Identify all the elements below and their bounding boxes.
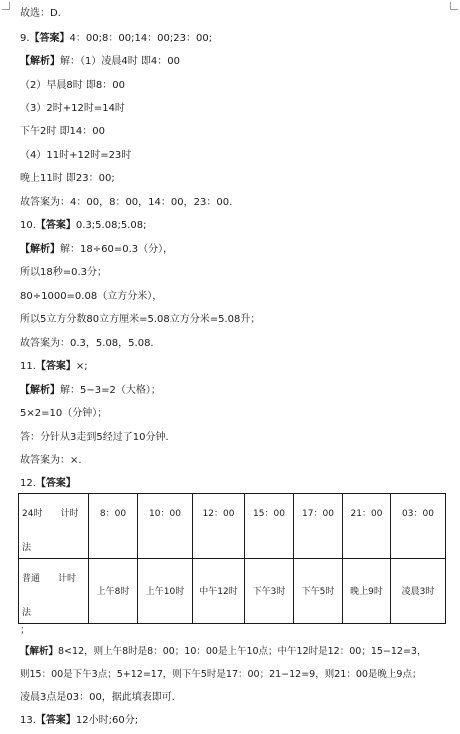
cell-value: 晚上9时 — [350, 587, 383, 597]
text-line: 所以18秒=0.3分； — [20, 267, 108, 278]
answer-line — [20, 714, 138, 728]
analysis-line — [20, 55, 180, 69]
row-header-label: 24时 计时 — [22, 509, 79, 519]
text-line: 故答案为：×. — [20, 455, 82, 466]
text-line: （3）2时+12时=14时 — [20, 103, 125, 114]
line-text: 10. — [20, 220, 36, 231]
table-cell — [89, 559, 138, 624]
line-text: 4：00;8：00;14：00;23：00; — [69, 33, 213, 44]
line-text: 11. — [20, 361, 36, 372]
table-cell — [89, 494, 138, 559]
crop-mark-top-left — [2, 2, 10, 10]
table-cell — [138, 559, 193, 624]
text-line: 答：分针从3走到5经过了10分钟. — [20, 432, 169, 443]
answer-line — [20, 477, 76, 491]
crop-mark-top-right — [450, 2, 458, 10]
answer-line — [20, 32, 212, 46]
table-cell — [245, 494, 294, 559]
table-cell — [245, 559, 294, 624]
text-line: （4）11时+12时=23时 — [20, 150, 132, 161]
text-line: （2）早晨8时 即8：00 — [20, 80, 125, 91]
cell-value: 中午12时 — [199, 587, 238, 597]
text-line: 80÷1000=0.08（立方分米）， — [20, 291, 163, 302]
table-row — [19, 559, 446, 624]
section-label: 【解析】 — [20, 385, 60, 396]
text-line: 所以5立方分数80立方厘米=5.08立方分米=5.08升； — [20, 314, 261, 325]
text-line: 故选：D. — [20, 8, 61, 19]
analysis-line — [20, 384, 161, 398]
row-header-label: 普通 计时 — [22, 574, 77, 584]
cell-value: 10：00 — [149, 509, 181, 519]
cell-value: 21：00 — [350, 509, 383, 519]
text-line: ； — [20, 625, 30, 636]
table-cell — [138, 494, 193, 559]
cell-value: 凌晨3时 — [401, 587, 435, 597]
analysis-line — [20, 243, 173, 257]
line-text: 9. — [20, 33, 30, 44]
table-cell — [294, 559, 343, 624]
table-cell — [193, 559, 245, 624]
section-label: 【答案】 — [35, 220, 76, 231]
table-cell — [294, 494, 343, 559]
table-cell — [343, 559, 391, 624]
section-label: 【解析】 — [20, 56, 60, 67]
table-cell — [391, 494, 446, 559]
line-text: 0.3;5.08;5.08; — [75, 220, 147, 231]
cell-value: 15：00 — [253, 509, 285, 519]
cell-value: 12：00 — [202, 509, 235, 519]
section-label: 【答案】 — [35, 361, 76, 372]
answer-line — [20, 360, 88, 374]
text-line: 5×2=10（分钟）； — [20, 408, 108, 419]
row-header-label: 法 — [22, 608, 32, 618]
cell-value: 17：00 — [302, 509, 334, 519]
section-label: 【答案】 — [35, 478, 76, 489]
text-line: 晚上11时 即23：00; — [20, 173, 115, 184]
text-line: 则15：00是下午3点；5+12=17，则下午5时是17：00；21−12=9，则21：00是晚上9点； — [20, 669, 422, 680]
section-label: 【答案】 — [35, 715, 76, 726]
answer-line — [20, 219, 146, 233]
answer-table — [18, 493, 446, 624]
cell-value: 03：00 — [402, 509, 434, 519]
line-text: 解：5−3=2（大格）； — [60, 385, 161, 396]
text-line: 故答案为：0.3，5.08，5.08. — [20, 338, 154, 349]
table-cell — [19, 494, 89, 559]
section-label: 【答案】 — [29, 33, 70, 44]
text-line: 凌晨3点是03：00，据此填表即可. — [20, 692, 175, 703]
row-header-label: 法 — [22, 543, 32, 553]
cell-value: 上午8时 — [96, 587, 130, 597]
table-cell — [343, 494, 391, 559]
line-text: 8<12，则上午8时是8：00；10：00是上午10点；中午12时是12：00；15−12=3， — [58, 646, 427, 657]
text-line: 下午2时 即14：00 — [20, 126, 105, 137]
line-text: 解：（1）凌晨4时 即4：00 — [60, 56, 180, 67]
line-text: 12. — [20, 478, 36, 489]
section-label: 【解析】 — [20, 244, 60, 255]
line-text: 13. — [20, 715, 36, 726]
line-text: ×; — [75, 361, 88, 372]
line-text: 解：18÷60=0.3（分）， — [60, 244, 174, 255]
table-cell — [19, 559, 89, 624]
cell-value: 下午5时 — [301, 587, 335, 597]
line-text: 12小时;60分; — [75, 715, 139, 726]
analysis-line — [20, 645, 426, 659]
table-cell — [391, 559, 446, 624]
cell-value: 上午10时 — [145, 587, 185, 597]
section-label: 【解析】 — [20, 646, 59, 657]
cell-value: 下午3时 — [252, 587, 286, 597]
cell-value: 8：00 — [99, 509, 127, 519]
table-row — [19, 494, 446, 559]
table-cell — [193, 494, 245, 559]
text-line: 故答案为：4：00，8：00，14：00，23：00. — [20, 197, 233, 208]
